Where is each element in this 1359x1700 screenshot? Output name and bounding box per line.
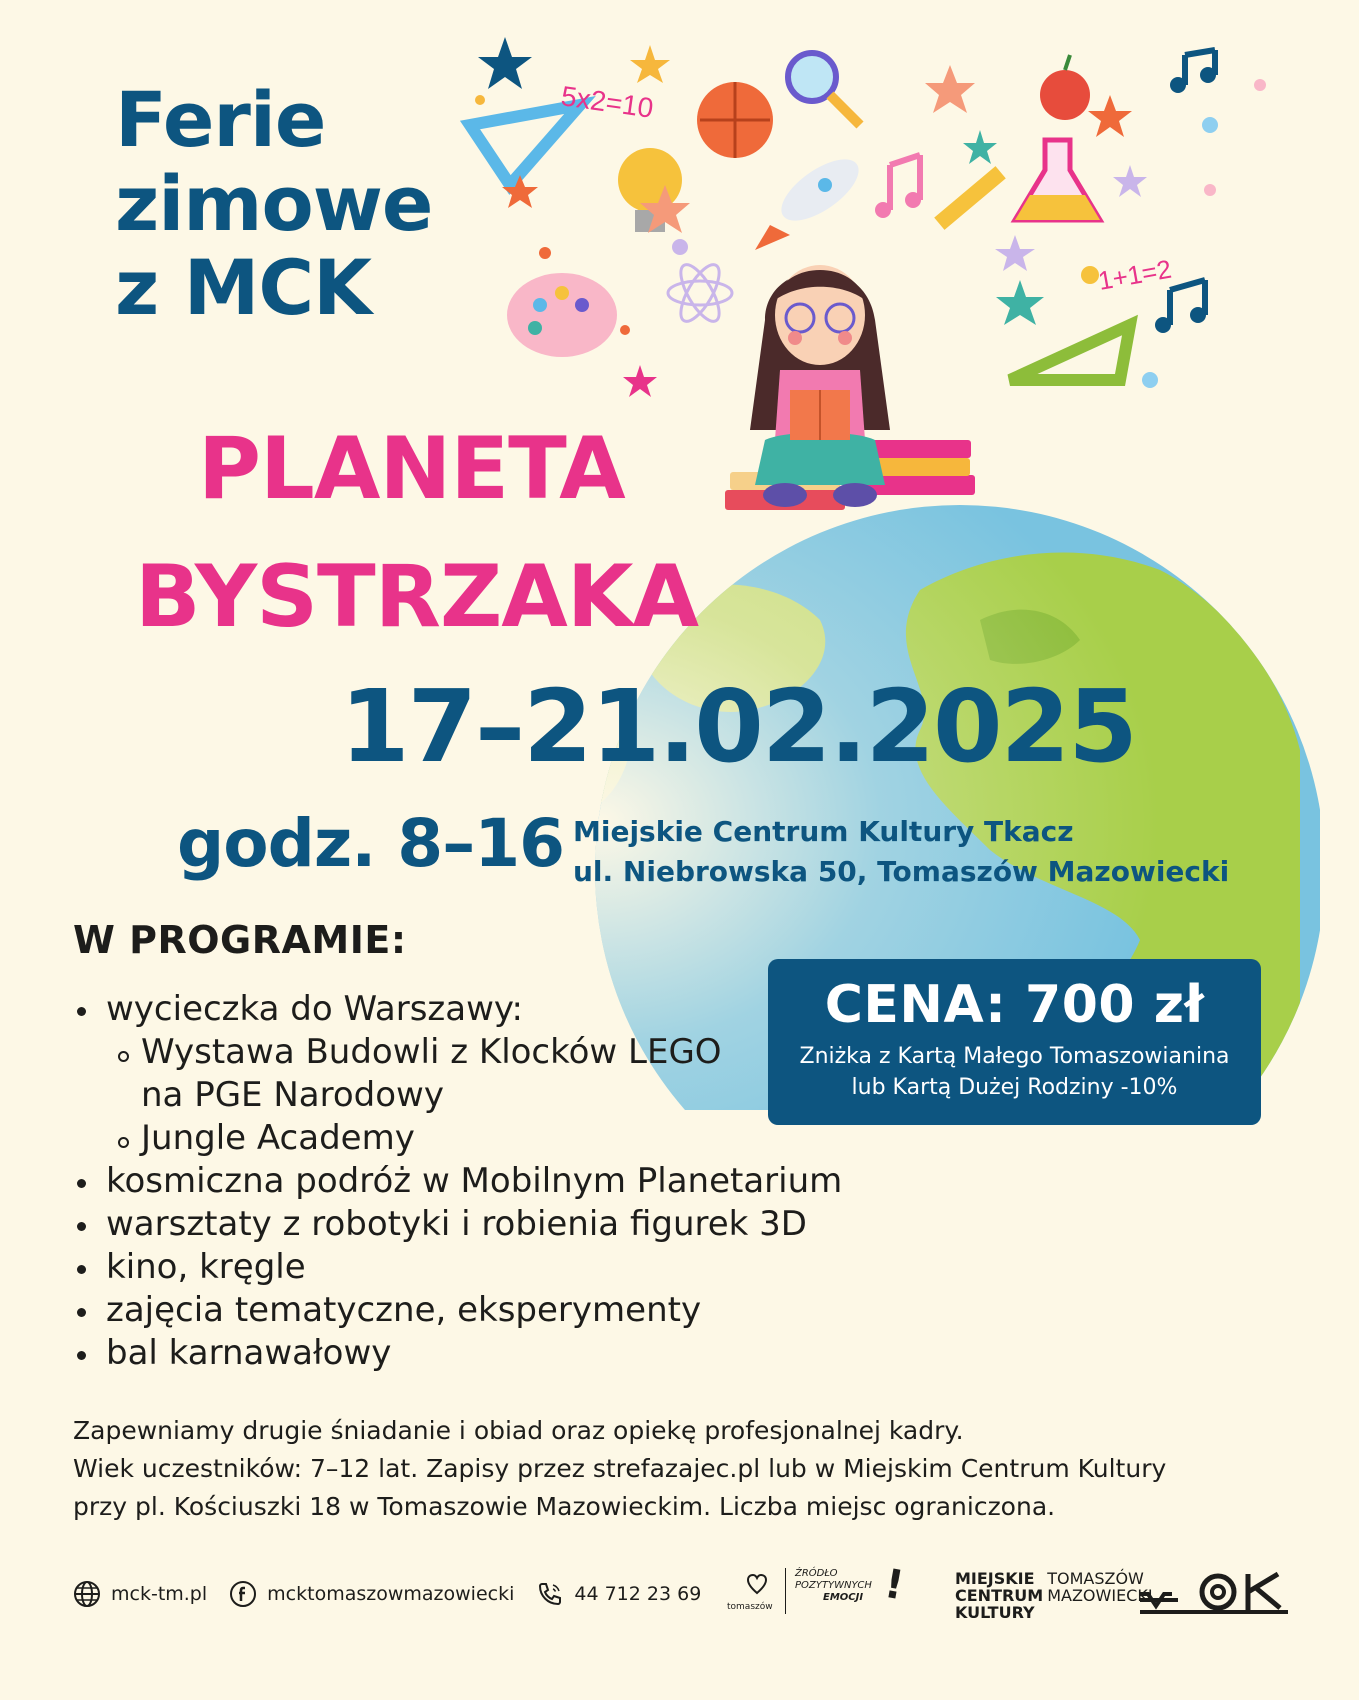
rocket-icon: [755, 148, 868, 250]
discount-line-2: lub Kartą Dużej Rodziny -10%: [851, 1075, 1178, 1100]
event-name-line-1: PLANETA: [198, 419, 625, 519]
header-line-2: zimowe: [115, 159, 433, 248]
slogan-line-3: EMOCJI: [823, 1592, 864, 1603]
discount-line-1: Zniżka z Kartą Małego Tomaszowianina: [799, 1044, 1230, 1069]
info-line-3: przy pl. Kościuszki 18 w Tomaszowie Mazowieckim. Liczba miejsc ograniczona.: [73, 1492, 1056, 1521]
mck-logo-line-3: KULTURY: [955, 1603, 1035, 1622]
program-subitem: Wystawa Budowli z Klocków LEGO: [73, 1031, 842, 1074]
venue-address: ul. Niebrowska 50, Tomaszów Mazowiecki: [573, 855, 1230, 888]
header-line-3: z MCK: [115, 243, 371, 332]
info-line-2: Wiek uczestników: 7–12 lat. Zapisy przez strefazajec.pl lub w Miejskim Centrum Kultury: [73, 1454, 1167, 1483]
city-heart-icon: [745, 1572, 769, 1596]
event-name: [135, 405, 698, 661]
facebook-icon: [229, 1580, 257, 1608]
program-item: warsztaty z robotyki i robienia figurek 3D: [73, 1203, 842, 1246]
phone-link[interactable]: [536, 1580, 701, 1608]
equation-text-2: 1+1=2: [1095, 253, 1174, 296]
music-note-2-icon: [1170, 50, 1216, 93]
header-title: [115, 75, 433, 332]
triangle-ruler-icon: [470, 105, 580, 185]
basketball-icon: [697, 82, 773, 158]
pencil-icon: [934, 166, 1006, 230]
mck-logo-city-2: MAZOWIECKI: [1047, 1586, 1153, 1605]
equation-text: 5x2=10: [559, 80, 656, 124]
program-item: wycieczka do Warszawy:: [73, 988, 842, 1031]
venue-name: Miejskie Centrum Kultury Tkacz: [573, 815, 1074, 848]
magnifier-icon: [788, 53, 860, 125]
program-item: zajęcia tematyczne, eksperymenty: [73, 1289, 842, 1332]
header-line-1: Ferie: [115, 75, 326, 164]
event-hours: godz. 8–16: [177, 805, 565, 882]
music-note-icon: [875, 155, 921, 218]
logo-divider: [785, 1568, 786, 1614]
music-note-3-icon: [1155, 280, 1206, 333]
mck-logo-line-1: MIEJSKIE: [955, 1569, 1035, 1588]
program-item: kosmiczna podróż w Mobilnym Planetarium: [73, 1160, 842, 1203]
program-item: bal karnawałowy: [73, 1332, 842, 1375]
price-label: CENA: 700 zł: [824, 975, 1205, 1035]
phone-text: 44 712 23 69: [574, 1583, 702, 1605]
mck-monogram-icon: [1138, 1570, 1288, 1618]
school-icons-cluster: [450, 25, 1280, 405]
slogan-line-2: POZYTYWNYCH: [795, 1580, 872, 1591]
facebook-text: mcktomaszowmazowiecki: [267, 1583, 515, 1605]
price-box: [768, 959, 1261, 1125]
program-title: W PROGRAMIE:: [73, 918, 407, 962]
phone-icon: [536, 1580, 564, 1608]
facebook-link[interactable]: [229, 1580, 514, 1608]
price-discount: [768, 1041, 1261, 1103]
exclamation-icon: !: [881, 1560, 908, 1610]
event-venue: [573, 812, 1229, 892]
slogan: [795, 1568, 872, 1604]
slogan-line-1: ŹRÓDŁO: [795, 1568, 838, 1579]
program-list: [73, 988, 842, 1375]
city-name: tomaszów: [727, 1602, 773, 1612]
mck-logo-line-2: CENTRUM: [955, 1586, 1044, 1605]
website-link[interactable]: [73, 1580, 207, 1608]
flask-icon: [1015, 140, 1100, 220]
palette-icon: [507, 273, 617, 357]
triangle-ruler-2-icon: [1010, 325, 1130, 380]
footer-contacts: [73, 1580, 723, 1608]
event-dates: 17–21.02.2025: [340, 668, 1136, 785]
event-name-line-2: BYSTRZAKA: [135, 547, 699, 647]
info-line-1: Zapewniamy drugie śniadanie i obiad oraz opiekę profesjonalnej kadry.: [73, 1416, 964, 1445]
mck-logo-city-1: TOMASZÓW: [1047, 1569, 1144, 1588]
star-icon: [478, 37, 532, 89]
globe-icon: [73, 1580, 101, 1608]
website-text: mck-tm.pl: [111, 1583, 208, 1605]
info-text: [73, 1412, 1166, 1526]
apple-icon: [1040, 55, 1090, 120]
program-subitem: Jungle Academy: [73, 1117, 842, 1160]
mck-logo: [955, 1570, 1153, 1621]
program-item: kino, kręgle: [73, 1246, 842, 1289]
program-subitem-continued: na PGE Narodowy: [141, 1075, 444, 1115]
atom-icon: [668, 259, 732, 326]
city-logo: [725, 1560, 908, 1622]
